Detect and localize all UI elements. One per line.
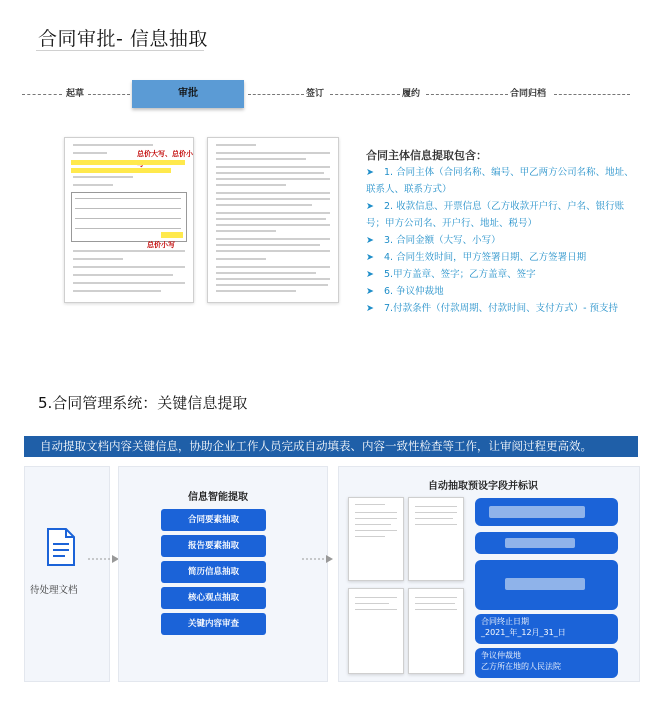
text-line	[216, 204, 312, 206]
info-arrow-icon: ➤	[366, 252, 374, 263]
text-line	[73, 290, 161, 292]
flow-stage-sign[interactable]: 签订	[306, 89, 325, 99]
highlight-subtotal	[161, 232, 183, 238]
text-line	[216, 212, 330, 214]
annotation-total-amount: 总价大写、总价小	[137, 150, 193, 158]
info-arrow-icon: ➤	[366, 167, 374, 178]
text-line	[355, 597, 397, 598]
text-line	[415, 506, 457, 507]
text-line	[73, 152, 107, 154]
text-line	[216, 158, 306, 160]
info-item-6-text: 6. 争议仲裁地	[384, 286, 444, 297]
info-item-3-text: 3. 合同金额（大写、小写）	[384, 235, 501, 246]
flow-stage-approve[interactable]	[132, 80, 244, 108]
text-line	[415, 597, 457, 598]
info-item-4-text: 4. 合同生效时间，甲方签署日期、乙方签署日期	[384, 252, 587, 263]
text-line	[216, 198, 330, 200]
info-arrow-icon: ➤	[366, 201, 374, 212]
redacted-value	[489, 506, 585, 518]
info-item-5-text: 5.甲方盖章、签字；乙方盖章、签字	[384, 269, 536, 280]
pending-doc-label: 待处理文档	[30, 585, 78, 596]
text-line	[216, 284, 328, 286]
arbitration-label: 争议仲裁地	[481, 651, 521, 660]
text-line	[355, 536, 385, 537]
text-line	[73, 258, 123, 260]
arrow-right-icon	[88, 548, 120, 567]
text-line	[355, 530, 397, 531]
flow-dash	[88, 94, 130, 95]
info-item-6	[366, 283, 636, 300]
info-arrow-icon: ➤	[366, 235, 374, 246]
text-line	[216, 250, 330, 252]
info-item-3	[366, 232, 636, 249]
text-line	[73, 266, 185, 268]
text-line	[415, 609, 457, 610]
report-element-extract-button[interactable]: 报告要素抽取	[161, 535, 266, 557]
text-line	[216, 272, 316, 274]
result-tag-blurred[interactable]	[475, 532, 618, 554]
text-line	[216, 178, 330, 180]
info-item-2-text: 2. 收款信息、开票信息（乙方收款开户行、户名、银行账号；甲方公司名、开户行、地址、税号）	[366, 201, 625, 229]
table-rule	[75, 198, 181, 199]
arbitration-value: 乙方所在地的人民法院	[481, 662, 561, 671]
redacted-value	[505, 578, 585, 590]
info-item-7-text: 7.付款条件（付款周期、付款时间、支付方式）- 预支持	[384, 303, 619, 314]
text-line	[73, 282, 185, 284]
text-line	[355, 512, 397, 513]
highlight-amount	[71, 160, 185, 165]
text-line	[216, 144, 256, 146]
text-line	[216, 166, 330, 168]
info-arrow-icon: ➤	[366, 303, 374, 314]
engine-title: 信息智能提取	[188, 492, 248, 503]
info-item-2	[366, 198, 636, 232]
text-line	[415, 518, 453, 519]
result-doc-page	[408, 497, 464, 581]
contract-terms-preview	[207, 137, 339, 303]
table-rule	[75, 228, 181, 229]
info-item-7	[366, 300, 636, 317]
text-line	[415, 524, 457, 525]
pending-doc-panel	[24, 466, 110, 682]
text-line	[73, 184, 113, 186]
result-tag-end-date[interactable]	[475, 614, 618, 644]
text-line	[73, 176, 133, 178]
text-line	[216, 192, 330, 194]
redacted-value	[505, 538, 575, 548]
result-tag-arbitration[interactable]	[475, 648, 618, 678]
text-line	[73, 274, 173, 276]
result-tag-blurred[interactable]	[475, 560, 618, 610]
info-arrow-icon: ➤	[366, 286, 374, 297]
result-title: 自动抽取预设字段并标识	[428, 481, 538, 492]
end-date-value: _2021_年_12月_31_日	[481, 628, 566, 637]
flow-stage-perform[interactable]: 履约	[402, 89, 421, 99]
page-title: 合同审批- 信息抽取	[38, 28, 208, 50]
feature-banner	[24, 436, 638, 457]
text-line	[415, 603, 455, 604]
text-line	[216, 230, 276, 232]
text-line	[355, 603, 389, 604]
text-line	[355, 504, 385, 505]
flow-dash	[22, 94, 62, 95]
result-tag-blurred[interactable]	[475, 498, 618, 526]
flow-dash	[330, 94, 400, 95]
text-line	[216, 290, 296, 292]
contract-element-extract-button[interactable]: 合同要素抽取	[161, 509, 266, 531]
annotation-subtotal: 总价小写	[147, 241, 175, 249]
flow-dash	[248, 94, 304, 95]
core-viewpoint-extract-button[interactable]: 核心观点抽取	[161, 587, 266, 609]
section-5-title: 5.合同管理系统：关键信息提取	[38, 394, 248, 412]
text-line	[415, 512, 457, 513]
info-item-1	[366, 164, 636, 198]
arrow-right-icon	[302, 548, 334, 567]
flow-dash	[426, 94, 508, 95]
resume-info-extract-button[interactable]: 简历信息抽取	[161, 561, 266, 583]
info-item-4	[366, 249, 636, 266]
contract-flow-bar	[22, 80, 634, 110]
text-line	[216, 278, 330, 280]
key-content-review-button[interactable]: 关键内容审查	[161, 613, 266, 635]
feature-banner-text: 自动提取文档内容关键信息，协助企业工作人员完成自动填表、内容一致性检查等工作，让审阅过程更高效。	[40, 439, 592, 453]
info-heading: 合同主体信息提取包含：	[366, 149, 487, 162]
text-line	[216, 258, 266, 260]
text-line	[216, 152, 330, 154]
info-item-5	[366, 266, 636, 283]
title-underline	[36, 50, 204, 51]
end-date-label: 合同终止日期	[481, 617, 529, 626]
table-rule	[75, 218, 181, 219]
text-line	[216, 224, 330, 226]
text-line	[216, 172, 324, 174]
text-line	[216, 184, 286, 186]
highlight-amount	[71, 168, 171, 173]
text-line	[73, 144, 153, 146]
flow-stage-archive[interactable]: 合同归档	[510, 89, 547, 99]
text-line	[216, 218, 326, 220]
info-item-1-text: 1. 合同主体（合同名称、编号、甲乙两方公司名称、地址、联系人、联系方式）	[366, 167, 634, 195]
flow-dash	[554, 94, 630, 95]
table-rule	[75, 208, 181, 209]
text-line	[216, 238, 330, 240]
text-line	[73, 250, 185, 252]
result-doc-page	[348, 588, 404, 674]
text-line	[355, 524, 391, 525]
flow-stage-approve-label: 审批	[178, 88, 198, 99]
contract-document-preview	[64, 137, 194, 303]
text-line	[355, 609, 397, 610]
text-line	[355, 518, 397, 519]
text-line	[216, 244, 320, 246]
flow-stage-draft[interactable]: 起草	[66, 89, 85, 99]
text-line	[216, 266, 330, 268]
result-doc-page	[408, 588, 464, 674]
document-icon[interactable]	[46, 528, 76, 566]
result-doc-page	[348, 497, 404, 581]
info-arrow-icon: ➤	[366, 269, 374, 280]
